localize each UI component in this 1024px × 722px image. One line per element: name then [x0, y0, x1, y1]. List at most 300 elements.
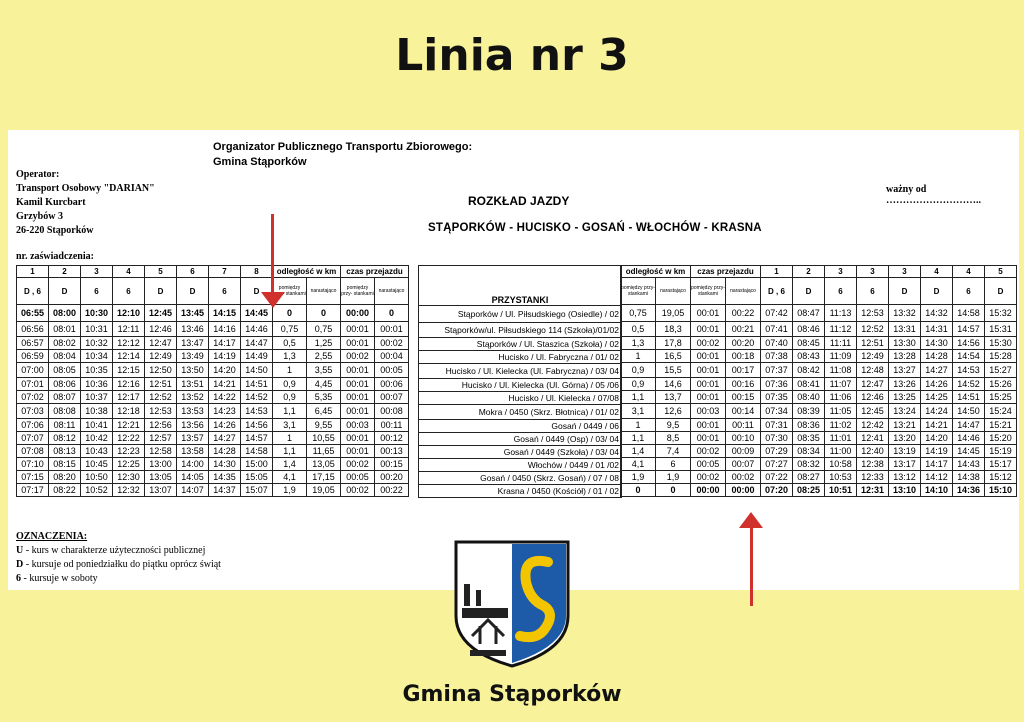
- table-row: [621, 322, 1017, 337]
- departure-time: 13:20: [889, 432, 921, 445]
- departure-time: 14:05: [177, 471, 209, 484]
- departure-time: 14:53: [241, 404, 273, 419]
- legend-u-key: U: [16, 545, 24, 556]
- departure-time: 14:27: [921, 363, 953, 378]
- distance-time-value: 1: [273, 432, 307, 445]
- stop-name: Gosań / 0449 / 06: [419, 420, 622, 433]
- distance-time-value: 0: [273, 305, 307, 322]
- distance-time-value: 19,05: [307, 484, 341, 497]
- departure-time: 15:30: [985, 337, 1017, 350]
- distance-time-value: 00:04: [375, 350, 409, 363]
- distance-time-value: 00:00: [726, 484, 761, 497]
- course-code: D: [145, 278, 177, 305]
- departure-time: 12:17: [113, 391, 145, 404]
- departure-time: 14:17: [921, 458, 953, 471]
- distance-header: odległość w km: [273, 266, 341, 278]
- distance-time-value: 00:05: [341, 471, 375, 484]
- distance-time-value: 13,7: [656, 391, 691, 404]
- table-row: [17, 445, 409, 458]
- departure-time: 15:27: [985, 363, 1017, 378]
- departure-time: 07:02: [17, 391, 49, 404]
- departure-time: 14:30: [921, 337, 953, 350]
- departure-time: 15:31: [985, 322, 1017, 337]
- departure-time: 14:07: [177, 484, 209, 497]
- departure-time: 11:12: [825, 322, 857, 337]
- course-number: 3: [81, 266, 113, 278]
- departure-time: 12:10: [113, 305, 145, 322]
- organizer-block: [213, 140, 472, 170]
- departure-time: 13:21: [889, 419, 921, 432]
- distance-time-value: 00:01: [691, 419, 726, 432]
- departure-time: 10:50: [81, 471, 113, 484]
- departure-time: 08:22: [49, 484, 81, 497]
- departure-time: 12:46: [145, 322, 177, 337]
- stop-row: [419, 338, 622, 351]
- distance-time-value: 4,1: [273, 471, 307, 484]
- departure-time: 10:38: [81, 404, 113, 419]
- route-heading: STĄPORKÓW - HUCISKO - GOSAŃ - WŁOCHÓW - KRASNA: [428, 222, 762, 234]
- departure-time: 12:33: [857, 471, 889, 484]
- departure-time: 12:42: [857, 419, 889, 432]
- distance-time-value: 00:16: [726, 378, 761, 391]
- departure-time: 15:32: [985, 305, 1017, 322]
- table-row: [621, 445, 1017, 458]
- departure-time: 12:23: [113, 445, 145, 458]
- departure-time: 12:51: [145, 378, 177, 391]
- departure-time: 08:12: [49, 432, 81, 445]
- departure-time: 06:59: [17, 350, 49, 363]
- departure-time: 14:37: [209, 484, 241, 497]
- operator-name: Transport Osobowy "DARIAN": [16, 183, 155, 194]
- legend: [16, 530, 221, 586]
- distance-time-value: 4,1: [621, 458, 656, 471]
- departure-time: 08:41: [793, 378, 825, 391]
- departure-time: 14:21: [921, 419, 953, 432]
- departure-time: 14:54: [953, 350, 985, 363]
- distance-time-value: 1,3: [273, 350, 307, 363]
- distance-time-value: 5,35: [307, 391, 341, 404]
- distance-time-value: 4,45: [307, 378, 341, 391]
- distance-time-value: 1: [273, 363, 307, 378]
- departure-time: 13:53: [177, 404, 209, 419]
- distance-time-value: 00:02: [691, 337, 726, 350]
- distance-time-value: 00:00: [691, 484, 726, 497]
- departure-time: 14:47: [241, 337, 273, 350]
- distance-time-value: 00:20: [726, 337, 761, 350]
- stop-name: Hucisko / Ul. Kielecka (Ul. Górna) / 05 /06: [419, 379, 622, 392]
- distance-time-value: 00:05: [691, 458, 726, 471]
- distance-time-value: 00:03: [691, 404, 726, 419]
- stop-row: [419, 472, 622, 485]
- departure-time: 14:56: [241, 419, 273, 432]
- departure-time: 14:52: [953, 378, 985, 391]
- table-row: [621, 404, 1017, 419]
- down-arrow-icon: [271, 214, 274, 298]
- departure-time: 11:08: [825, 363, 857, 378]
- organizer-line: Organizator Publicznego Transportu Zbiorowego:: [213, 141, 473, 153]
- table-row: [621, 419, 1017, 432]
- departure-time: 15:24: [985, 404, 1017, 419]
- distance-time-value: 1,9: [273, 484, 307, 497]
- departure-time: 11:05: [825, 404, 857, 419]
- departure-time: 10:42: [81, 432, 113, 445]
- stops-table: [418, 265, 622, 498]
- legend-u: [16, 544, 221, 558]
- distance-time-value: 00:14: [726, 404, 761, 419]
- distance-time-value: 1,1: [621, 391, 656, 404]
- distance-time-value: 00:01: [691, 363, 726, 378]
- departure-time: 15:10: [985, 484, 1017, 497]
- departure-time: 07:36: [761, 378, 793, 391]
- left-timetable: [16, 265, 409, 497]
- departure-time: 08:15: [49, 458, 81, 471]
- legend-d: [16, 558, 221, 572]
- sub-between: pomiędzy przy- stankami: [621, 278, 656, 305]
- departure-time: 14:28: [209, 445, 241, 458]
- departure-time: 14:20: [209, 363, 241, 378]
- distance-time-value: 18,3: [656, 322, 691, 337]
- departure-time: 11:00: [825, 445, 857, 458]
- stop-name: Hucisko / Ul. Kielecka (Ul. Fabryczna) / 03/ 04: [419, 364, 622, 379]
- footer-caption: Gmina Stąporków: [402, 682, 622, 707]
- distance-time-value: 1,9: [656, 471, 691, 484]
- distance-time-value: 00:01: [341, 337, 375, 350]
- course-number: 6: [177, 266, 209, 278]
- departure-time: 10:52: [81, 484, 113, 497]
- departure-time: 12:31: [857, 484, 889, 497]
- departure-time: 12:38: [857, 458, 889, 471]
- distance-time-value: 0,9: [621, 363, 656, 378]
- stop-name: Stąporków / Ul. Staszica (Szkoła) / 02: [419, 338, 622, 351]
- operator-label: Operator:: [16, 169, 60, 180]
- course-code: D: [793, 278, 825, 305]
- distance-time-value: 00:15: [375, 458, 409, 471]
- table-row: [621, 337, 1017, 350]
- departure-time: 13:19: [889, 445, 921, 458]
- stop-name: Gosań / 0449 (Szkoła) / 03/ 04: [419, 446, 622, 459]
- distance-time-value: 00:22: [375, 484, 409, 497]
- departure-time: 14:45: [241, 305, 273, 322]
- departure-time: 14:45: [953, 445, 985, 458]
- departure-time: 12:41: [857, 432, 889, 445]
- departure-time: 10:35: [81, 363, 113, 378]
- departure-time: 14:32: [921, 305, 953, 322]
- stop-name: Krasna / 0450 (Kościół) / 01 / 02: [419, 485, 622, 498]
- course-code: 6: [113, 278, 145, 305]
- distance-time-value: 00:02: [726, 471, 761, 484]
- departure-time: 07:20: [761, 484, 793, 497]
- course-code: D , 6: [17, 278, 49, 305]
- departure-time: 14:25: [921, 391, 953, 404]
- table-row: [17, 432, 409, 445]
- course-number: 4: [113, 266, 145, 278]
- table-row: [621, 305, 1017, 322]
- departure-time: 08:46: [793, 322, 825, 337]
- departure-time: 08:35: [793, 432, 825, 445]
- certificate-number: nr. zaświadczenia:: [16, 251, 94, 262]
- departure-time: 12:45: [145, 305, 177, 322]
- distance-time-value: 17,8: [656, 337, 691, 350]
- sub-between: pomiędzy przy- stankami: [273, 278, 307, 305]
- departure-time: 07:00: [17, 363, 49, 378]
- course-code: D: [177, 278, 209, 305]
- departure-time: 13:32: [889, 305, 921, 322]
- distance-time-value: 1,4: [273, 458, 307, 471]
- stop-row: [419, 446, 622, 459]
- distance-time-value: 00:10: [726, 432, 761, 445]
- distance-time-value: 00:01: [341, 445, 375, 458]
- distance-time-value: 8,5: [656, 432, 691, 445]
- stop-row: [419, 433, 622, 446]
- departure-time: 14:50: [241, 363, 273, 378]
- course-code: 6: [825, 278, 857, 305]
- distance-time-value: 0,75: [273, 322, 307, 337]
- departure-time: 14:53: [953, 363, 985, 378]
- departure-time: 14:46: [953, 432, 985, 445]
- course-number: 2: [793, 266, 825, 278]
- distance-time-value: 00:20: [375, 471, 409, 484]
- departure-time: 15:05: [241, 471, 273, 484]
- distance-time-value: 00:01: [375, 322, 409, 337]
- departure-time: 08:11: [49, 419, 81, 432]
- departure-time: 08:05: [49, 363, 81, 378]
- departure-time: 12:40: [857, 445, 889, 458]
- table-row: [17, 305, 409, 322]
- departure-time: 12:49: [857, 350, 889, 363]
- distance-time-value: 00:01: [341, 322, 375, 337]
- distance-time-value: 1,25: [307, 337, 341, 350]
- departure-time: 07:29: [761, 445, 793, 458]
- coat-of-arms-icon: [452, 538, 572, 668]
- stop-row: [419, 459, 622, 472]
- departure-time: 12:49: [145, 350, 177, 363]
- course-code: 6: [857, 278, 889, 305]
- departure-time: 13:12: [889, 471, 921, 484]
- departure-time: 08:45: [793, 337, 825, 350]
- departure-time: 07:31: [761, 419, 793, 432]
- course-code: D , 6: [761, 278, 793, 305]
- operator-owner: Kamil Kurcbart: [16, 197, 86, 208]
- departure-time: 14:50: [953, 404, 985, 419]
- departure-time: 11:11: [825, 337, 857, 350]
- departure-time: 13:26: [889, 378, 921, 391]
- departure-time: 06:56: [17, 322, 49, 337]
- departure-time: 12:47: [857, 378, 889, 391]
- departure-time: 07:08: [17, 445, 49, 458]
- departure-time: 10:51: [825, 484, 857, 497]
- distance-time-value: 00:15: [726, 391, 761, 404]
- departure-time: 13:24: [889, 404, 921, 419]
- distance-time-value: 00:11: [375, 419, 409, 432]
- departure-time: 12:50: [145, 363, 177, 378]
- distance-time-value: 00:02: [691, 471, 726, 484]
- departure-time: 12:21: [113, 419, 145, 432]
- departure-time: 07:01: [17, 378, 49, 391]
- distance-time-value: 1,4: [621, 445, 656, 458]
- distance-time-value: 00:11: [726, 419, 761, 432]
- stop-row: [419, 405, 622, 420]
- sub-cumulative: narastająco: [307, 278, 341, 305]
- departure-time: 08:00: [49, 305, 81, 322]
- distance-time-value: 2,55: [307, 350, 341, 363]
- departure-time: 14:24: [921, 404, 953, 419]
- course-code: 6: [81, 278, 113, 305]
- departure-time: 14:15: [209, 305, 241, 322]
- departure-time: 14:58: [241, 445, 273, 458]
- distance-time-value: 7,4: [656, 445, 691, 458]
- table-row: [17, 391, 409, 404]
- course-number: 1: [761, 266, 793, 278]
- departure-time: 13:10: [889, 484, 921, 497]
- departure-time: 12:15: [113, 363, 145, 378]
- departure-time: 15:25: [985, 391, 1017, 404]
- departure-time: 11:02: [825, 419, 857, 432]
- departure-time: 08:47: [793, 305, 825, 322]
- distance-time-value: 3,1: [273, 419, 307, 432]
- departure-time: 14:12: [921, 471, 953, 484]
- departure-time: 13:56: [177, 419, 209, 432]
- departure-time: 12:46: [857, 391, 889, 404]
- departure-time: 13:28: [889, 350, 921, 363]
- distance-time-value: 00:01: [691, 432, 726, 445]
- stop-name: Mokra / 0450 (Skrz. Błotnica) / 01/ 02: [419, 405, 622, 420]
- course-code: 6: [209, 278, 241, 305]
- distance-time-value: 14,6: [656, 378, 691, 391]
- table-row: [621, 484, 1017, 497]
- departure-time: 15:28: [985, 350, 1017, 363]
- distance-time-value: 00:13: [375, 445, 409, 458]
- timetable-document: [8, 130, 1019, 590]
- departure-time: 14:57: [953, 322, 985, 337]
- departure-time: 12:58: [145, 445, 177, 458]
- departure-time: 14:49: [241, 350, 273, 363]
- departure-time: 08:02: [49, 337, 81, 350]
- departure-time: 13:07: [145, 484, 177, 497]
- table-row: [17, 378, 409, 391]
- sub-cumulative: narastająco: [656, 278, 691, 305]
- header-row-codes: [17, 278, 409, 305]
- distance-time-value: 00:21: [726, 322, 761, 337]
- departure-time: 14:46: [241, 322, 273, 337]
- departure-time: 14:31: [921, 322, 953, 337]
- distance-time-value: 6,45: [307, 404, 341, 419]
- departure-time: 12:56: [145, 419, 177, 432]
- valid-from: ważny od ………………………..: [886, 184, 981, 206]
- departure-time: 14:16: [209, 322, 241, 337]
- departure-time: 14:51: [953, 391, 985, 404]
- sub-between-stops: pomiędzy przy- stankami: [691, 278, 726, 305]
- departure-time: 08:40: [793, 391, 825, 404]
- departure-time: 10:34: [81, 350, 113, 363]
- distance-time-value: 00:01: [341, 432, 375, 445]
- distance-time-value: 6: [656, 458, 691, 471]
- departure-time: 10:30: [81, 305, 113, 322]
- course-code: D: [241, 278, 273, 305]
- legend-d-key: D: [16, 559, 24, 570]
- departure-time: 07:15: [17, 471, 49, 484]
- departure-time: 13:45: [177, 305, 209, 322]
- departure-time: 15:12: [985, 471, 1017, 484]
- departure-time: 11:06: [825, 391, 857, 404]
- departure-time: 07:40: [761, 337, 793, 350]
- distance-time-value: 0,9: [273, 378, 307, 391]
- departure-time: 10:41: [81, 419, 113, 432]
- sub-cumulative: narastająco: [375, 278, 409, 305]
- departure-time: 07:17: [17, 484, 49, 497]
- stop-name: Hucisko / Ul. Fabryczna / 01/ 02: [419, 351, 622, 364]
- distance-time-value: 1,1: [621, 432, 656, 445]
- course-number: 8: [241, 266, 273, 278]
- distance-time-value: 12,6: [656, 404, 691, 419]
- legend-6: [16, 572, 221, 586]
- distance-time-value: 00:01: [691, 350, 726, 363]
- departure-time: 11:09: [825, 350, 857, 363]
- departure-time: 13:51: [177, 378, 209, 391]
- departure-time: 07:27: [761, 458, 793, 471]
- departure-time: 07:06: [17, 419, 49, 432]
- departure-time: 13:05: [145, 471, 177, 484]
- sub-between-stops: pomiędzy przy- stankami: [341, 278, 375, 305]
- header-row-nums: [621, 266, 1017, 278]
- course-number: 2: [49, 266, 81, 278]
- departure-time: 07:22: [761, 471, 793, 484]
- departure-time: 08:32: [793, 458, 825, 471]
- departure-time: 08:42: [793, 363, 825, 378]
- distance-time-value: 1,9: [621, 471, 656, 484]
- table-row: [17, 350, 409, 363]
- legend-d-text: - kursuje od poniedziałku do piątku oprócz świąt: [23, 559, 221, 570]
- departure-time: 13:49: [177, 350, 209, 363]
- rozklad-heading: ROZKŁAD JAZDY: [468, 194, 570, 208]
- departure-time: 14:22: [209, 391, 241, 404]
- departure-time: 12:32: [113, 484, 145, 497]
- distance-time-value: 00:02: [341, 350, 375, 363]
- course-number: 4: [921, 266, 953, 278]
- departure-time: 15:20: [985, 432, 1017, 445]
- departure-time: 08:04: [49, 350, 81, 363]
- distance-time-value: 0,5: [621, 322, 656, 337]
- departure-time: 12:16: [113, 378, 145, 391]
- distance-time-value: 1: [621, 419, 656, 432]
- stop-name: Stąporków / Ul. Piłsudskiego (Osiedle) / 02: [419, 306, 622, 323]
- departure-time: 07:34: [761, 404, 793, 419]
- stop-row: [419, 392, 622, 405]
- departure-time: 13:27: [889, 363, 921, 378]
- stops-header: PRZYSTANKI: [419, 266, 622, 306]
- departure-time: 12:51: [857, 337, 889, 350]
- legend-6-text: - kursuje w soboty: [21, 573, 98, 584]
- distance-time-value: 00:01: [341, 363, 375, 378]
- departure-time: 10:32: [81, 337, 113, 350]
- departure-time: 08:43: [793, 350, 825, 363]
- course-number: 5: [145, 266, 177, 278]
- departure-time: 14:47: [953, 419, 985, 432]
- departure-time: 08:13: [49, 445, 81, 458]
- course-number: 5: [985, 266, 1017, 278]
- departure-time: 12:18: [113, 404, 145, 419]
- departure-time: 08:25: [793, 484, 825, 497]
- departure-time: 07:37: [761, 363, 793, 378]
- departure-time: 12:30: [113, 471, 145, 484]
- distance-time-value: 0: [307, 305, 341, 322]
- stop-row: [419, 364, 622, 379]
- course-number: 1: [17, 266, 49, 278]
- departure-time: 08:08: [49, 404, 81, 419]
- departure-time: 10:31: [81, 322, 113, 337]
- departure-time: 14:51: [241, 378, 273, 391]
- departure-time: 07:41: [761, 322, 793, 337]
- distance-time-value: 0,9: [273, 391, 307, 404]
